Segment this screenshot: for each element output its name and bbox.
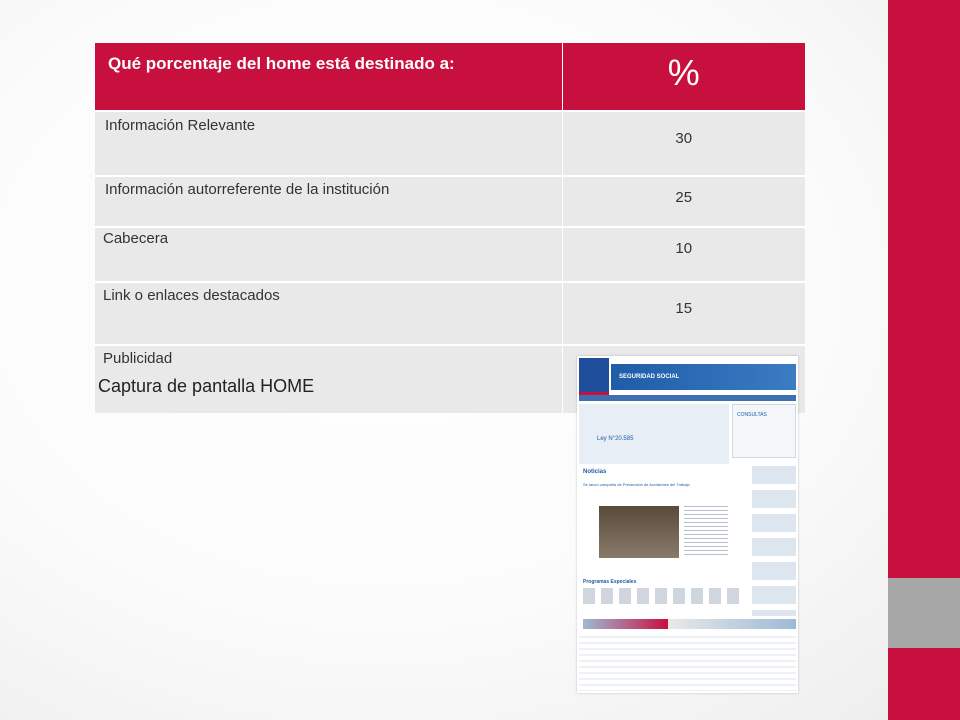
side-gray-block: [888, 578, 960, 648]
table-row: [95, 176, 805, 227]
home-screenshot-thumbnail: [577, 356, 798, 693]
thumb-footer: [579, 636, 796, 691]
thumb-right-column: [752, 466, 796, 616]
row-label: Información Relevante: [95, 111, 562, 176]
thumb-news-heading: Noticias: [583, 469, 607, 475]
thumb-bottom-banners: [583, 619, 796, 629]
row-value: 25: [562, 176, 805, 227]
thumb-program-icons: [583, 588, 743, 604]
row-value: 15: [562, 282, 805, 345]
thumb-news-title: Se lanzó campaña de Prevención de Accidentes del Trabajo: [583, 482, 690, 487]
thumb-site-title: SEGURIDAD SOCIAL: [619, 374, 680, 380]
thumb-banner: [579, 404, 729, 464]
screenshot-caption: Captura de pantalla HOME: [98, 376, 315, 396]
row-label: Publicidad: [95, 345, 562, 413]
table-row: [95, 111, 805, 176]
header-percent: %: [562, 43, 805, 111]
row-value: 10: [562, 227, 805, 282]
table-row: [95, 227, 805, 282]
row-label: Información autorreferente de la institución: [95, 176, 562, 227]
thumb-news-text: [684, 506, 728, 558]
row-value: 30: [562, 111, 805, 176]
table-row: [95, 282, 805, 345]
row-label: Cabecera: [95, 227, 562, 282]
thumb-programs-heading: Programas Especiales: [583, 579, 637, 585]
row-label: Link o enlaces destacados: [95, 282, 562, 345]
thumb-logo: [579, 358, 609, 396]
thumb-nav: [579, 395, 796, 401]
table-header-row: [95, 43, 805, 111]
thumb-banner-text: Ley N°20.585: [597, 436, 634, 442]
header-question: Qué porcentaje del home está destinado a:: [95, 43, 562, 111]
thumb-consult-text: CONSULTAS: [737, 412, 767, 418]
thumb-news-photo: [599, 506, 679, 558]
